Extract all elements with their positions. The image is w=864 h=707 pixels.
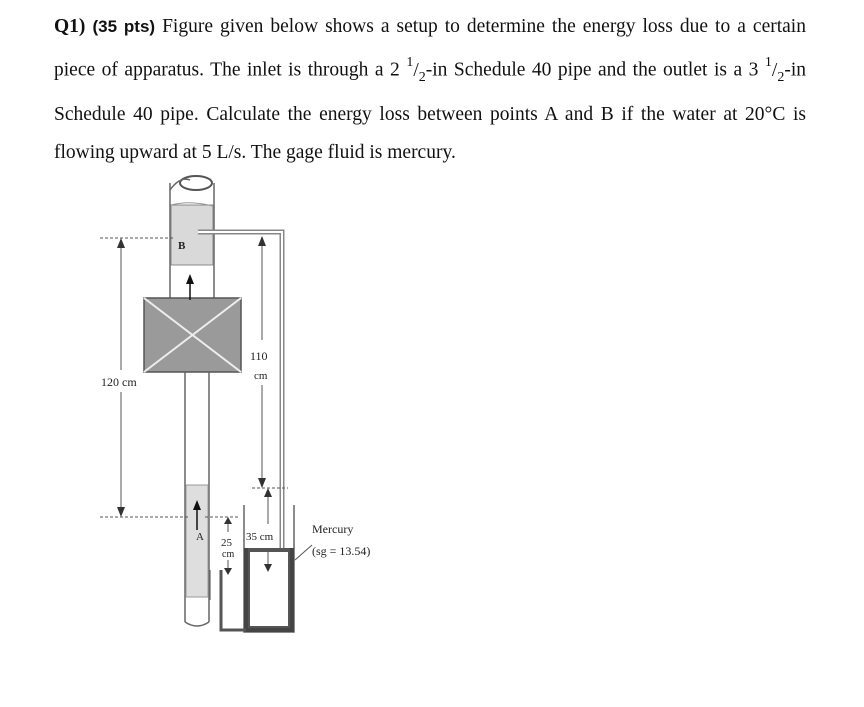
label-point-a: A bbox=[196, 531, 204, 543]
label-110: 110 bbox=[250, 349, 268, 363]
question-text-part-3: -in Schedule 40 pipe. Calculate the energy loss between points A and B if the water at 20°C is flowing upward at 5 L/s. The gage fluid is mercury. bbox=[54, 59, 806, 164]
question-points: (35 pts) bbox=[92, 17, 156, 36]
label-mercury: Mercury bbox=[312, 522, 354, 536]
apparatus-box bbox=[144, 298, 241, 372]
question-text-part-1: Figure given below shows a setup to determine the energy loss due to a certain piece of apparatus. The inlet is through a 2 bbox=[54, 16, 806, 81]
question-number: Q1) bbox=[54, 16, 86, 37]
fraction-one-half-inlet: $^1/_2$ bbox=[406, 55, 426, 85]
question-text-part-2: -in Schedule 40 pipe and the outlet is a 3 bbox=[425, 59, 765, 81]
label-110-unit: cm bbox=[254, 370, 268, 382]
label-25: 25 bbox=[221, 537, 232, 549]
label-25-unit: cm bbox=[222, 549, 235, 560]
fraction-one-half-outlet: $^1/_2$ bbox=[764, 55, 785, 85]
label-35cm: 35 cm bbox=[246, 531, 274, 543]
label-specific-gravity: (sg = 13.54) bbox=[312, 544, 371, 558]
inlet-pipe bbox=[185, 372, 209, 626]
manometer-tube bbox=[198, 232, 294, 632]
label-120cm: 120 cm bbox=[101, 375, 137, 389]
label-point-b: B bbox=[178, 240, 186, 252]
